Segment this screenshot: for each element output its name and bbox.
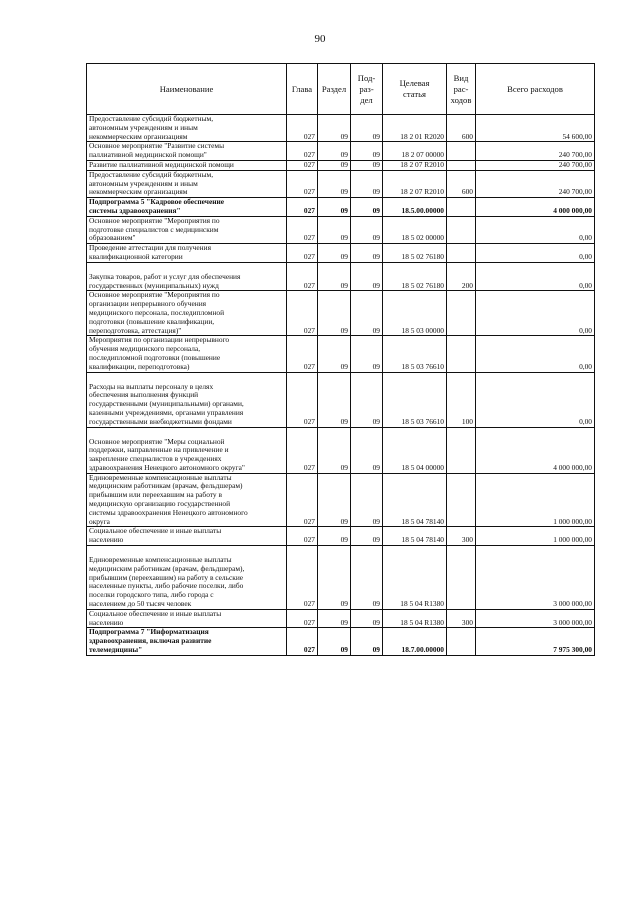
row-podrazdel: 09 xyxy=(351,142,383,161)
row-glava: 027 xyxy=(287,372,318,427)
row-celevaya: 18 5 04 00000 xyxy=(383,427,447,473)
row-vid: 300 xyxy=(447,609,476,628)
row-glava: 027 xyxy=(287,142,318,161)
row-glava: 027 xyxy=(287,216,318,243)
row-vid xyxy=(447,198,476,217)
row-glava: 027 xyxy=(287,427,318,473)
table-row xyxy=(87,115,595,142)
row-total: 240 700,00 xyxy=(476,160,595,170)
row-podrazdel: 09 xyxy=(351,198,383,217)
table-row xyxy=(87,291,595,336)
row-glava: 027 xyxy=(287,609,318,628)
row-vid xyxy=(447,142,476,161)
table-row xyxy=(87,473,595,527)
row-name: Единовременные компенсационные выплаты медицинским работникам (врачам, фельдшерам) прибывшим или переехавшим на работу в медицинскую организацию государственной системы здравоохранения Ненецкого автономного округа xyxy=(87,473,287,527)
row-razdel: 09 xyxy=(318,527,351,546)
row-glava: 027 xyxy=(287,473,318,527)
row-celevaya: 18 2 01 R2020 xyxy=(383,115,447,142)
row-total: 0,00 xyxy=(476,262,595,291)
row-vid xyxy=(447,216,476,243)
row-razdel: 09 xyxy=(318,170,351,197)
row-name: Основное мероприятие "Меры социальной поддержки, направленные на привлечение и закрепление специалистов в учреждениях здравоохранения Ненецкого автономного округа" xyxy=(87,427,287,473)
row-celevaya: 18 5 04 R1380 xyxy=(383,546,447,610)
row-vid: 200 xyxy=(447,262,476,291)
row-total: 0,00 xyxy=(476,336,595,372)
row-total: 240 700,00 xyxy=(476,142,595,161)
row-total: 3 000 000,00 xyxy=(476,609,595,628)
row-razdel: 09 xyxy=(318,546,351,610)
row-podrazdel: 09 xyxy=(351,473,383,527)
row-name: Подпрограмма 5 "Кадровое обеспечение системы здравоохранения" xyxy=(87,198,287,217)
row-total: 1 000 000,00 xyxy=(476,473,595,527)
row-podrazdel: 09 xyxy=(351,291,383,336)
row-glava: 027 xyxy=(287,546,318,610)
row-name: Закупка товаров, работ и услуг для обеспечения государственных (муниципальных) нужд xyxy=(87,262,287,291)
row-celevaya: 18 5 02 76180 xyxy=(383,262,447,291)
row-podrazdel: 09 xyxy=(351,244,383,263)
row-razdel: 09 xyxy=(318,115,351,142)
table-row xyxy=(87,527,595,546)
header-total: Всего расходов xyxy=(476,64,595,115)
row-vid xyxy=(447,336,476,372)
row-glava: 027 xyxy=(287,527,318,546)
row-razdel: 09 xyxy=(318,198,351,217)
row-podrazdel: 09 xyxy=(351,372,383,427)
row-glava: 027 xyxy=(287,336,318,372)
table-row xyxy=(87,262,595,291)
row-total: 0,00 xyxy=(476,291,595,336)
budget-table xyxy=(86,63,595,656)
row-name: Единовременные компенсационные выплаты медицинским работникам (врачам, фельдшерам), прибывшим (переехавшим) на работу в сельские населенные пункты, либо рабочие поселки, либо поселки городского типа, либо города с населением до 50 тысяч человек xyxy=(87,546,287,610)
row-total: 0,00 xyxy=(476,216,595,243)
row-total: 1 000 000,00 xyxy=(476,527,595,546)
row-glava: 027 xyxy=(287,262,318,291)
table-row xyxy=(87,160,595,170)
row-razdel: 09 xyxy=(318,336,351,372)
row-total: 54 600,00 xyxy=(476,115,595,142)
row-razdel: 09 xyxy=(318,244,351,263)
row-vid xyxy=(447,427,476,473)
row-podrazdel: 09 xyxy=(351,216,383,243)
row-celevaya: 18 5 04 R1380 xyxy=(383,609,447,628)
row-podrazdel: 09 xyxy=(351,115,383,142)
row-podrazdel: 09 xyxy=(351,546,383,610)
row-total: 0,00 xyxy=(476,244,595,263)
row-name: Социальное обеспечение и иные выплаты населению xyxy=(87,609,287,628)
row-celevaya: 18.5.00.00000 xyxy=(383,198,447,217)
row-celevaya: 18.7.00.00000 xyxy=(383,628,447,655)
table-row xyxy=(87,244,595,263)
table-row xyxy=(87,427,595,473)
row-razdel: 09 xyxy=(318,291,351,336)
row-razdel: 09 xyxy=(318,372,351,427)
table-row-subprogram xyxy=(87,628,595,655)
row-razdel: 09 xyxy=(318,473,351,527)
row-name: Основное мероприятие "Развитие системы паллиативной медицинской помощи" xyxy=(87,142,287,161)
row-vid: 600 xyxy=(447,115,476,142)
row-razdel: 09 xyxy=(318,427,351,473)
row-name: Мероприятия по организации непрерывного обучения медицинского персонала, последипломной подготовки (повышение квалификации, переподготовка) xyxy=(87,336,287,372)
row-vid: 300 xyxy=(447,527,476,546)
row-razdel: 09 xyxy=(318,160,351,170)
row-total: 3 000 000,00 xyxy=(476,546,595,610)
row-name: Расходы на выплаты персоналу в целях обеспечения выполнения функций государственными (муниципальными) органами, казенными учреждениями, органами управления государственными внебюджетными фондами xyxy=(87,372,287,427)
row-celevaya: 18 2 07 R2010 xyxy=(383,160,447,170)
row-celevaya: 18 5 04 78140 xyxy=(383,527,447,546)
row-glava: 027 xyxy=(287,291,318,336)
row-celevaya: 18 5 02 76180 xyxy=(383,244,447,263)
row-name: Предоставление субсидий бюджетным, автономным учреждениям и иным некоммерческим организациям xyxy=(87,115,287,142)
row-vid xyxy=(447,628,476,655)
row-vid xyxy=(447,546,476,610)
table-row xyxy=(87,170,595,197)
row-vid xyxy=(447,291,476,336)
table-row xyxy=(87,372,595,427)
row-celevaya: 18 2 07 R2010 xyxy=(383,170,447,197)
row-vid: 100 xyxy=(447,372,476,427)
row-vid xyxy=(447,160,476,170)
row-razdel: 09 xyxy=(318,262,351,291)
row-name: Основное мероприятие "Мероприятия по организации непрерывного обучения медицинского персонала, последипломной подготовки (повышение квалификации, переподготовка, аттестация)" xyxy=(87,291,287,336)
table-row xyxy=(87,546,595,610)
row-name: Предоставление субсидий бюджетным, автономным учреждениям и иным некоммерческим организациям xyxy=(87,170,287,197)
row-celevaya: 18 5 03 00000 xyxy=(383,291,447,336)
row-name: Проведение аттестации для получения квалификационной категории xyxy=(87,244,287,263)
row-razdel: 09 xyxy=(318,628,351,655)
header-name: Наименование xyxy=(87,64,287,115)
table-row xyxy=(87,336,595,372)
header-vid: Вид рас- ходов xyxy=(447,64,476,115)
row-podrazdel: 09 xyxy=(351,170,383,197)
row-razdel: 09 xyxy=(318,142,351,161)
header-razdel: Раздел xyxy=(318,64,351,115)
row-razdel: 09 xyxy=(318,216,351,243)
row-name: Основное мероприятие "Мероприятия по подготовке специалистов с медицинским образованием" xyxy=(87,216,287,243)
row-celevaya: 18 5 03 76610 xyxy=(383,372,447,427)
row-celevaya: 18 5 02 00000 xyxy=(383,216,447,243)
table-header-row xyxy=(87,64,595,115)
row-celevaya: 18 5 04 78140 xyxy=(383,473,447,527)
row-total: 4 000 000,00 xyxy=(476,427,595,473)
header-glava: Глава xyxy=(287,64,318,115)
row-vid: 600 xyxy=(447,170,476,197)
row-podrazdel: 09 xyxy=(351,628,383,655)
row-celevaya: 18 5 03 76610 xyxy=(383,336,447,372)
page-number: 90 xyxy=(314,33,326,45)
row-razdel: 09 xyxy=(318,609,351,628)
row-name: Развитие паллиативной медицинской помощи xyxy=(87,160,287,170)
row-glava: 027 xyxy=(287,628,318,655)
row-total: 240 700,00 xyxy=(476,170,595,197)
row-vid xyxy=(447,473,476,527)
row-podrazdel: 09 xyxy=(351,527,383,546)
row-celevaya: 18 2 07 00000 xyxy=(383,142,447,161)
row-podrazdel: 09 xyxy=(351,262,383,291)
row-podrazdel: 09 xyxy=(351,609,383,628)
table-row xyxy=(87,609,595,628)
row-glava: 027 xyxy=(287,115,318,142)
header-podrazdel: Под- раз- дел xyxy=(351,64,383,115)
row-glava: 027 xyxy=(287,170,318,197)
row-name: Подпрограмма 7 "Информатизация здравоохранения, включая развитие телемедицины" xyxy=(87,628,287,655)
row-glava: 027 xyxy=(287,160,318,170)
row-name: Социальное обеспечение и иные выплаты населению xyxy=(87,527,287,546)
row-total: 7 975 300,00 xyxy=(476,628,595,655)
table-row-subprogram xyxy=(87,198,595,217)
table-row xyxy=(87,142,595,161)
row-glava: 027 xyxy=(287,244,318,263)
header-celevaya: Целевая статья xyxy=(383,64,447,115)
row-glava: 027 xyxy=(287,198,318,217)
row-total: 4 000 000,00 xyxy=(476,198,595,217)
row-total: 0,00 xyxy=(476,372,595,427)
row-podrazdel: 09 xyxy=(351,427,383,473)
row-podrazdel: 09 xyxy=(351,160,383,170)
row-vid xyxy=(447,244,476,263)
table-row xyxy=(87,216,595,243)
row-podrazdel: 09 xyxy=(351,336,383,372)
